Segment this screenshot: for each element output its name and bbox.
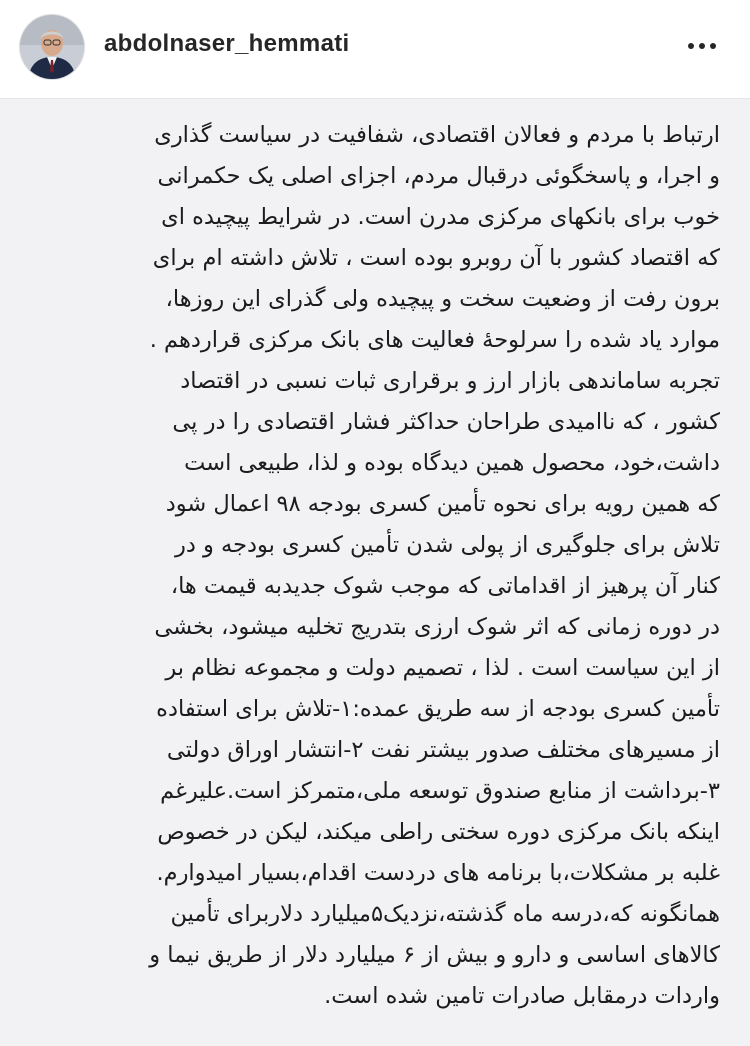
username[interactable]: abdolnaser_hemmati [104, 30, 350, 57]
text-line: غلبه بر مشکلات،با برنامه های دردست اقدام،بسیار امیدوارم. [156, 860, 720, 886]
post-image [0, 99, 750, 1046]
text-line: کالاهای اساسی و دارو و بیش از ۶ میلیارد دلار از طریق نیما و [149, 942, 720, 968]
text-line: همانگونه که،درسه ماه گذشته،نزدیک۵میلیارد دلاربرای تأمین [170, 901, 720, 927]
more-dot-icon [688, 43, 694, 49]
more-options-icon[interactable] [678, 28, 726, 64]
text-line: تأمین کسری بودجه از سه طریق عمده:۱-تلاش برای استفاده [156, 696, 720, 722]
post-header [0, 0, 750, 99]
text-line: کنار آن پرهیز از اقداماتی که موجب شوک جدیدبه قیمت ها، [170, 573, 720, 599]
text-line: اینکه بانک مرکزی دوره سختی راطی میکند، لیکن در خصوص [157, 819, 720, 845]
text-line: تلاش برای جلوگیری از پولی شدن تأمین کسری بودجه و در [174, 532, 720, 558]
text-line: که اقتصاد کشور با آن روبرو بوده است ، تلاش داشته ام برای [152, 245, 720, 271]
text-line: موارد یاد شده را سرلوحهٔ فعالیت های بانک مرکزی قراردهم . [149, 327, 720, 353]
text-line: ارتباط با مردم و فعالان اقتصادی، شفافیت در سیاست گذاری [154, 122, 720, 148]
post-text [60, 115, 720, 1017]
text-line: از مسیرهای مختلف صدور بیشتر نفت ۲-انتشار اوراق دولتی [166, 737, 720, 763]
text-line: در دوره زمانی که اثر شوک ارزی بتدریج تخلیه میشود، بخشی [154, 614, 720, 640]
text-line: که همین رویه برای نحوه تأمین کسری بودجه ۹۸ اعمال شود [165, 491, 720, 517]
text-line: کشور ، که ناامیدی طراحان حداکثر فشار اقتصادی را در پی [172, 409, 720, 435]
text-line: خوب برای بانکهای مرکزی مدرن است. در شرایط پیچیده ای [161, 204, 720, 230]
text-line: و اجرا، و پاسخگوئی درقبال مردم، اجزای اصلی یک حکمرانی [157, 163, 720, 189]
text-line: واردات درمقابل صادرات تامین شده است. [324, 983, 720, 1009]
text-line: از این سیاست است . لذا ، تصمیم دولت و مجموعه نظام بر [165, 655, 720, 681]
profile-photo-icon [20, 15, 84, 79]
more-dot-icon [710, 43, 716, 49]
more-dot-icon [699, 43, 705, 49]
text-line: ۳-برداشت از منابع صندوق توسعه ملی،متمرکز است.علیرغم [160, 778, 720, 804]
text-line: داشت،خود، محصول همین دیدگاه بوده و لذا، طبیعی است [184, 450, 720, 476]
avatar[interactable] [20, 15, 84, 79]
text-line: برون رفت از وضعیت سخت و پیچیده ولی گذرای این روزها، [165, 286, 720, 312]
text-line: تجربه ساماندهی بازار ارز و برقراری ثبات نسبی در اقتصاد [180, 368, 720, 394]
